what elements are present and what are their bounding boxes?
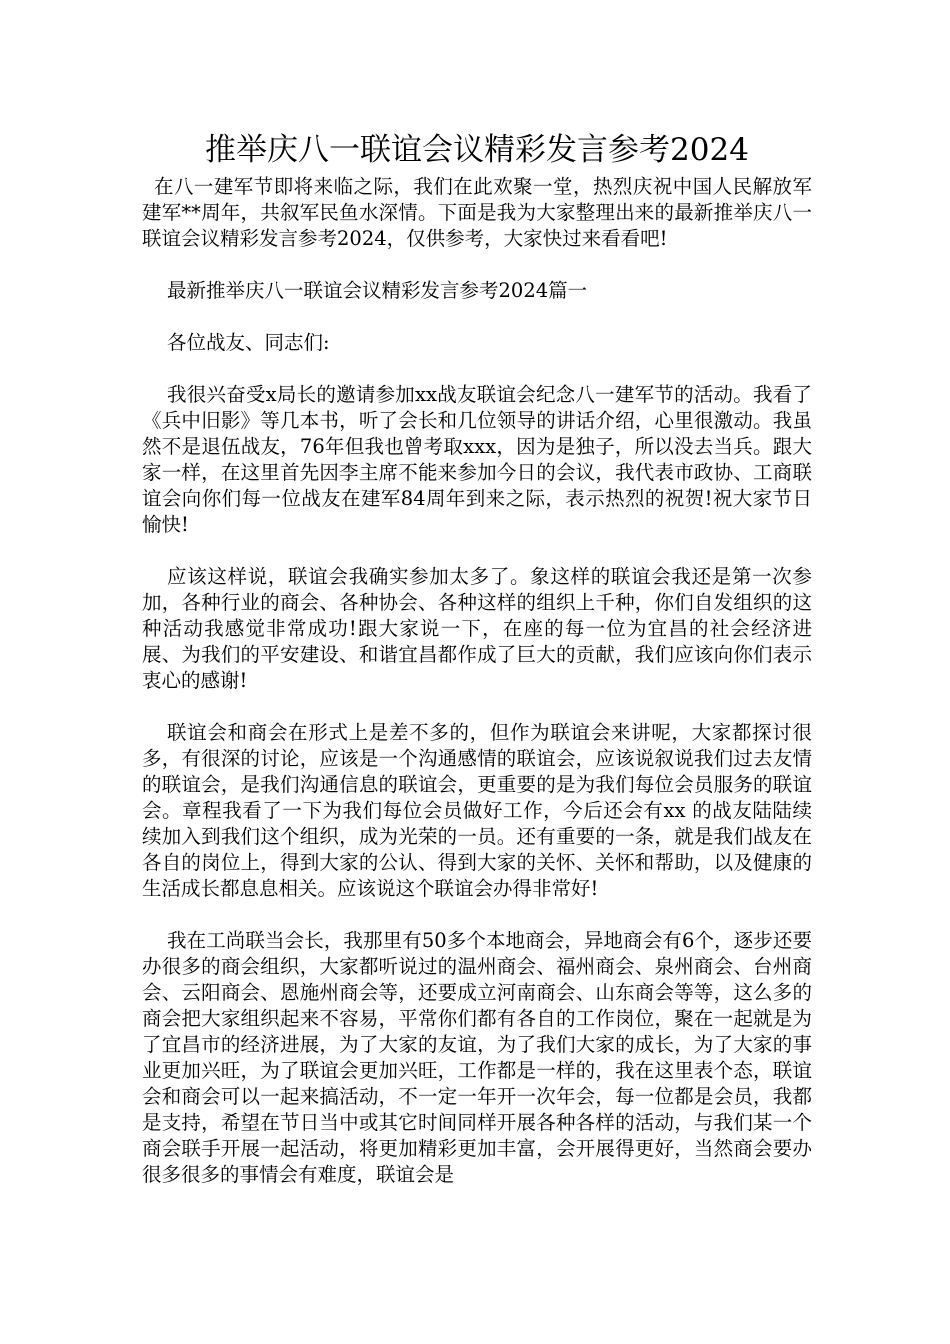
salutation: 各位战友、同志们: bbox=[167, 331, 330, 354]
spacer bbox=[142, 304, 812, 330]
body-paragraph-1: 我很兴奋受x局长的邀请参加xx战友联谊会纪念八一建军节的活动。我看了《兵中旧影》等几本书，听了会长和几位领导的讲话介绍，心里很激动。我虽然不是退伍战友，76年但我也曾考取xxx，因为是独子，所以没去当兵。跟大家一样，在这里首先因李主席不能来参加今日的会议，我代表市政协、工商联谊会向你们每一位战友在建军84周年到来之际，表示热烈的祝贺!祝大家节日愉快! bbox=[142, 383, 812, 536]
body-paragraph-4: 我在工尚联当会长，我那里有50多个本地商会，异地商会有6个，逐步还要办很多的商会组织，大家都听说过的温州商会、福州商会、泉州商会、台州商会、云阳商会、恩施州商会等，还要成立河南商会、山东商会等等，这么多的商会把大家组织起来不容易，平常你们都有各自的工作岗位，聚在一起就是为了宜昌市的经济进展，为了大家的友谊，为了我们大家的成长，为了大家的事业更加兴旺，为了联谊会更加兴旺，工作都是一样的，我在这里表个态，联谊会和商会可以一起来搞活动，不一定一年开一次年会，每一位都是会员，我都是支持，希望在节日当中或其它时间同样开展各种各样的活动，与我们某一个商会联手开展一起活动，将更加精彩更加丰富，会开展得更好，当然商会要办很多很多的事情会有难度，联谊会是 bbox=[142, 929, 812, 1186]
spacer bbox=[142, 538, 812, 564]
spacer bbox=[142, 252, 812, 278]
document-title: 推举庆八一联谊会议精彩发言参考2024 bbox=[205, 132, 749, 168]
document-page bbox=[142, 128, 812, 1188]
body-paragraph-2: 应该这样说，联谊会我确实参加太多了。象这样的联谊会我还是第一次参加，各种行业的商会、各种协会、各种这样的组织上千种，你们自发组织的这种活动我感觉非常成功!跟大家说一下，在座的每一位为宜昌的社会经济进展、为我们的平安建设、和谐宜昌都作成了巨大的贡献，我们应该向你们表示衷心的感谢! bbox=[142, 565, 812, 692]
intro-paragraph: 在八一建军节即将来临之际，我们在此欢聚一堂，热烈庆祝中国人民解放军建军**周年，共叙军民鱼水深情。下面是我为大家整理出来的最新推举庆八一联谊会议精彩发言参考2024，仅供参考，大家快过来看看吧! bbox=[142, 175, 812, 250]
body-paragraph-3: 联谊会和商会在形式上是差不多的，但作为联谊会来讲呢，大家都探讨很多，有很深的讨论，应该是一个沟通感情的联谊会，应该说叙说我们过去友情的联谊会，是我们沟通信息的联谊会，更重要的是为我们每位会员服务的联谊会。章程我看了一下为我们每位会员做好工作，今后还会有xx 的战友陆陆续续加入到我们这个组织，成为光荣的一员。还有重要的一条，就是我们战友在各自的岗位上，得到大家的公认、得到大家的关怀、关怀和帮助，以及健康的生活成长都息息相关。应该说这个联谊会办得非常好! bbox=[142, 721, 812, 900]
section-heading: 最新推举庆八一联谊会议精彩发言参考2024篇一 bbox=[167, 279, 588, 302]
spacer bbox=[142, 356, 812, 382]
spacer bbox=[142, 902, 812, 928]
spacer bbox=[142, 694, 812, 720]
